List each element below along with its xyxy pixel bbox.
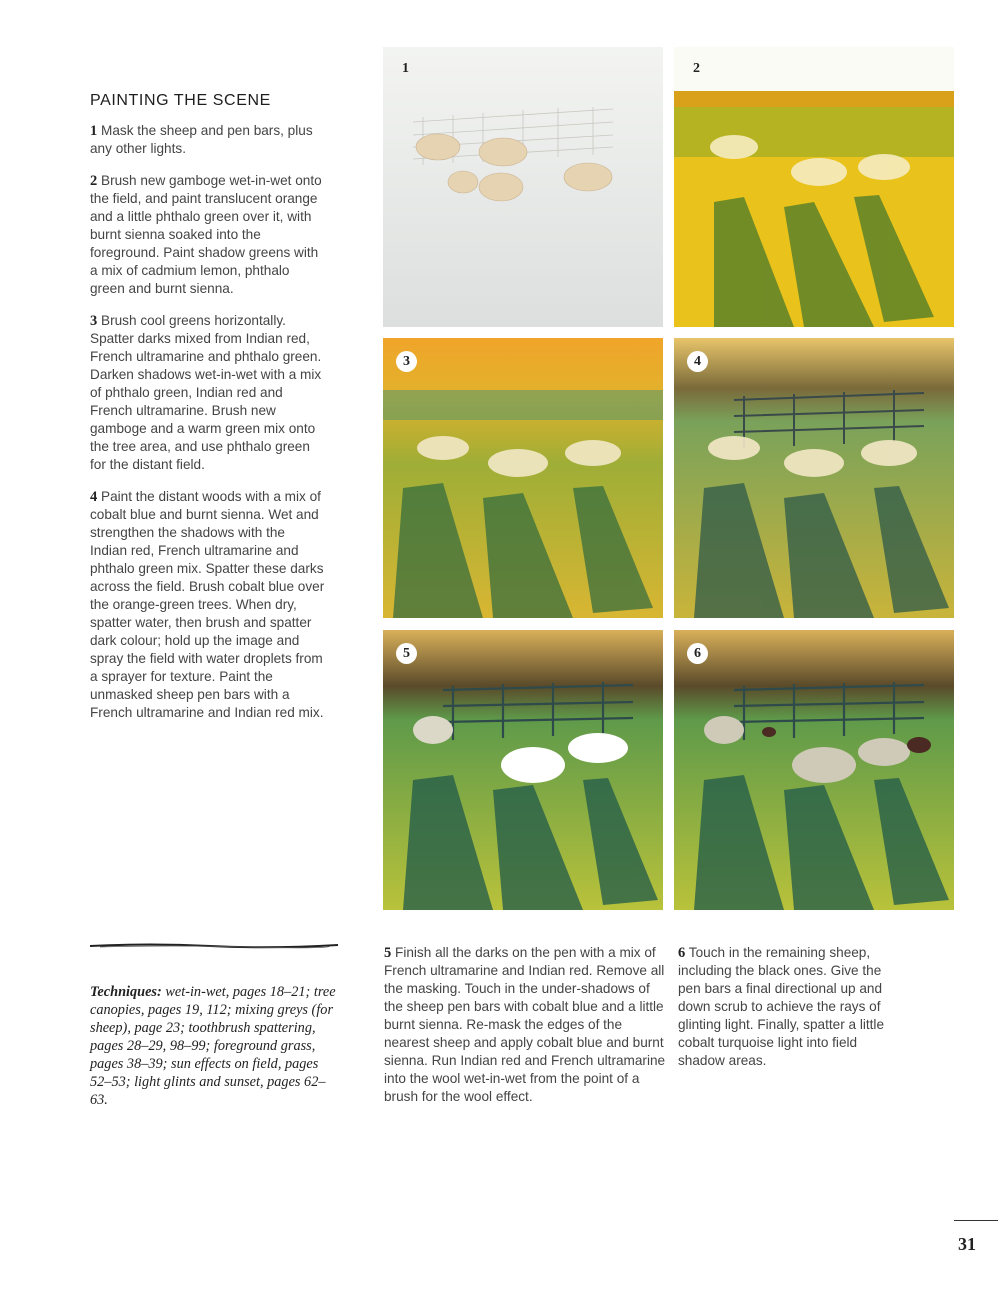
panel-number: 2 — [693, 61, 700, 76]
step-body: Brush new gamboge wet-in-wet onto the field, and paint translucent orange and a little phthalo green over it, with burnt sienna soaked into the foreground. Paint shadow greens with a mix of cadmium lemon, phthalo green and burnt sienna. — [90, 173, 322, 296]
panel-number-badge: 3 — [396, 351, 417, 372]
panel-number-badge: 4 — [687, 351, 708, 372]
step-5-painting — [383, 630, 663, 910]
step-1-painting — [383, 47, 663, 327]
step-body: Touch in the remaining sheep, including the black ones. Give the pen bars a final directional up and down scrub to achieve the rays of glinting light. Finally, spatter a little cobalt turquoise light into field shadow areas. — [678, 945, 885, 1068]
step-number: 2 — [90, 173, 98, 189]
brush-stroke-divider — [90, 940, 340, 952]
step-4-text — [90, 488, 325, 722]
page-number: 31 — [958, 1234, 976, 1254]
step-body: Brush cool greens horizontally. Spatter darks mixed from Indian red, French ultramarine and phthalo green. Darken shadows wet-in-wet with a mix of phthalo green, Indian red and French ultramarine. Brush new gamboge and a warm green mix onto the tree area, and use phthalo green for the distant field. — [90, 313, 322, 472]
step-number: 3 — [90, 313, 98, 329]
step-number: 6 — [678, 945, 686, 961]
step-3-painting — [383, 338, 663, 618]
panel-number-badge: 5 — [396, 643, 417, 664]
step-4-painting — [674, 338, 954, 618]
steps-left-column — [90, 122, 325, 736]
panel-number: 1 — [402, 61, 409, 76]
step-6-painting — [674, 630, 954, 910]
techniques-note — [90, 983, 338, 1109]
step-5-text — [384, 944, 666, 1106]
step-body: Mask the sheep and pen bars, plus any other lights. — [90, 123, 313, 156]
techniques-text: wet-in-wet, pages 18–21; tree canopies, pages 19, 112; mixing greys (for sheep), page 23; toothbrush spattering, pages 28–29, 98–99; foreground grass, pages 38–39; sun effects on field, pages 52–53; light glints and sunset, pages 62–63. — [90, 984, 336, 1108]
page-number-rule — [954, 1220, 998, 1221]
step-body: Paint the distant woods with a mix of cobalt blue and burnt sienna. Wet and strengthen the shadows with the Indian red, French ultramarine and phthalo green mix. Spatter these darks across the field. Brush cobalt blue over the orange-green trees. When dry, spatter water, then brush and spatter dark colour; hold up the image and spray the field with water droplets from a sprayer for texture. Paint the unmasked sheep pen bars with a French ultramarine and Indian red mix. — [90, 489, 325, 720]
step-3-text — [90, 312, 325, 474]
panel-number-badge: 6 — [687, 643, 708, 664]
step-6-text — [678, 944, 888, 1070]
step-2-painting — [674, 47, 954, 327]
step-body: Finish all the darks on the pen with a mix of French ultramarine and Indian red. Remove all the masking. Touch in the under-shadows of the sheep pen bars with cobalt blue and a little burnt sienna. Re-mask the edges of the nearest sheep and apply cobalt blue and burnt sienna. Run Indian red and French ultramarine into the wool wet-in-wet from the point of a brush for the wool effect. — [384, 945, 666, 1104]
section-heading: PAINTING THE SCENE — [90, 92, 271, 109]
step-number: 4 — [90, 489, 98, 505]
step-number: 5 — [384, 945, 392, 961]
techniques-label: Techniques: — [90, 984, 162, 1000]
step-number: 1 — [90, 123, 98, 139]
step-1-text — [90, 122, 325, 158]
step-2-text — [90, 172, 325, 298]
